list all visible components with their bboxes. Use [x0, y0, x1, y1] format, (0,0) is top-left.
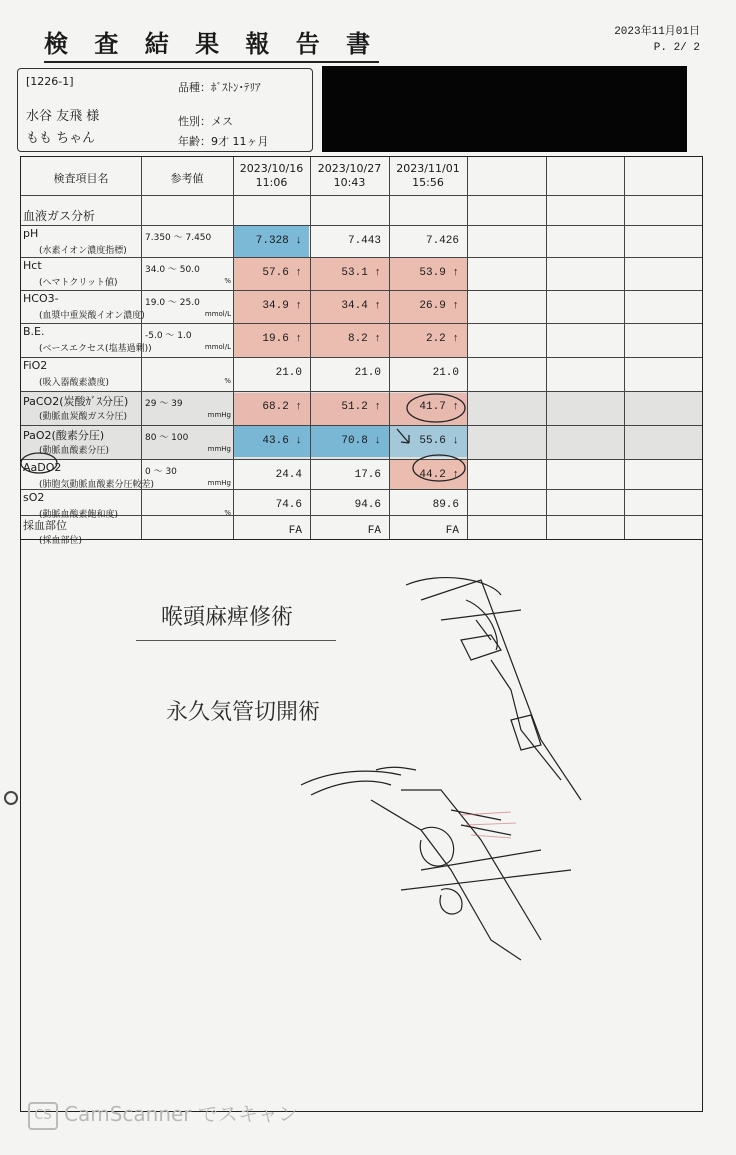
row-subname: (血漿中重炭酸イオン濃度) — [39, 311, 145, 321]
result-value: 68.2 ↑ — [262, 401, 302, 413]
row-subname: (水素イオン濃度指標) — [39, 246, 127, 256]
row-unit: % — [224, 509, 231, 517]
redacted-block — [322, 66, 687, 152]
notes-area — [20, 540, 703, 1112]
header-date-2: 2023/10/27 — [317, 162, 382, 175]
result-value: FA — [445, 525, 459, 537]
result-value: 24.4 — [275, 469, 302, 481]
result-value: 7.426 — [425, 235, 459, 247]
header-time-3: 15:56 — [412, 176, 444, 189]
watermark-text: CamScanner でスキャン — [64, 1102, 298, 1126]
row-name: 採血部位 — [23, 519, 67, 532]
row-name: PaCO2(炭酸ｶﾞｽ分圧) — [23, 395, 129, 408]
result-value: 26.9 ↑ — [419, 300, 459, 312]
result-value: 17.6 — [354, 469, 381, 481]
row-subname: (吸入器酸素濃度) — [39, 378, 110, 388]
handwritten-marks — [21, 157, 704, 541]
camscanner-logo-icon: CS — [28, 1102, 58, 1130]
row-reference: 19.0 ～ 25.0 — [145, 298, 200, 308]
report-title: 検 査 結 果 報 告 書 — [44, 24, 379, 63]
report-date: 2023年11月01日 — [614, 26, 700, 38]
row-unit: mmHg — [207, 479, 231, 487]
header-reference: 参考値 — [170, 172, 204, 185]
result-value: 21.0 — [275, 367, 302, 379]
header-date-3: 2023/11/01 — [396, 162, 460, 175]
results-table — [20, 156, 703, 546]
result-value: 53.1 ↑ — [341, 267, 381, 279]
row-subname: (肺胞気動脈血酸素分圧較差) — [39, 480, 155, 490]
header-time-1: 11:06 — [255, 176, 288, 189]
sex: 性別：メス — [178, 115, 233, 128]
result-value: 51.2 ↑ — [341, 401, 381, 413]
row-unit: % — [224, 277, 231, 285]
header-date-1: 2023/10/16 — [239, 162, 304, 175]
row-reference: 7.350 ～ 7.450 — [145, 233, 212, 243]
result-value: 8.2 ↑ — [347, 333, 381, 345]
row-subname: (動脈血炭酸ガス分圧) — [39, 412, 128, 422]
row-unit: mmHg — [207, 445, 231, 453]
result-value: FA — [367, 525, 381, 537]
row-name: AaDO2 — [23, 461, 62, 474]
result-value: 53.9 ↑ — [419, 267, 459, 279]
row-name: PaO2(酸素分圧) — [23, 429, 105, 442]
row-reference: -5.0 ～ 1.0 — [145, 331, 192, 341]
header-item: 検査項目名 — [53, 172, 109, 185]
note-line-2: 永久気管切開術 — [166, 700, 321, 725]
row-reference: 29 ～ 39 — [145, 399, 183, 409]
row-unit: mmHg — [207, 411, 231, 419]
row-name: B.E. — [23, 325, 45, 338]
result-value: 70.8 ↓ — [341, 435, 381, 447]
row-name: Hct — [23, 259, 42, 272]
result-value: 21.0 — [354, 367, 381, 379]
result-value: 34.4 ↑ — [341, 300, 381, 312]
row-reference: 80 ～ 100 — [145, 433, 189, 443]
row-subname: (ベースエクセス(塩基過剰)) — [39, 344, 152, 354]
patient-id: [1226-1] — [26, 75, 74, 88]
pet-name: もも ちゃん — [26, 131, 96, 146]
result-value: 7.443 — [347, 235, 381, 247]
row-subname: (動脈血酸素分圧) — [39, 446, 110, 456]
row-reference: 34.0 ～ 50.0 — [145, 265, 200, 275]
row-unit: mmol/L — [204, 343, 231, 351]
result-value: 44.2 ↑ — [419, 469, 459, 481]
row-subname: (採血部位) — [39, 536, 83, 546]
punch-hole — [4, 791, 18, 805]
age: 年齢：9才 11ヶ月 — [178, 135, 269, 148]
result-value: 41.7 ↑ — [419, 401, 459, 413]
row-name: HCO3- — [23, 292, 59, 305]
section-title: 血液ガス分析 — [23, 209, 96, 223]
patient-info-box — [17, 68, 313, 152]
result-value: FA — [288, 525, 302, 537]
row-subname: (ヘマトクリット値) — [39, 278, 118, 288]
row-name: FiO2 — [23, 359, 48, 372]
breed: 品種：ﾎﾞｽﾄﾝ･ﾃﾘｱ — [178, 81, 261, 94]
result-value: 57.6 ↑ — [262, 267, 302, 279]
result-value: 74.6 — [275, 499, 302, 511]
page-number: P. 2/ 2 — [653, 42, 700, 54]
row-name: sO2 — [23, 491, 45, 504]
owner-name: 水谷 友飛 様 — [26, 109, 100, 124]
report-date-block — [614, 24, 700, 56]
result-value: 43.6 ↓ — [262, 435, 302, 447]
result-value: 2.2 ↑ — [425, 333, 459, 345]
result-value: 55.6 ↓ — [419, 435, 459, 447]
camscanner-watermark — [28, 1098, 298, 1130]
result-value: 89.6 — [432, 499, 459, 511]
header-time-2: 10:43 — [333, 176, 366, 189]
result-value: 7.328 ↓ — [255, 235, 302, 247]
row-unit: mmol/L — [204, 310, 231, 318]
note-line-1: 喉頭麻痺修術 — [161, 605, 294, 630]
row-subname: (動脈血酸素飽和度) — [39, 510, 119, 520]
result-value: 21.0 — [432, 367, 459, 379]
row-reference: 0 ～ 30 — [145, 467, 177, 477]
result-value: 94.6 — [354, 499, 381, 511]
result-value: 34.9 ↑ — [262, 300, 302, 312]
row-unit: % — [224, 377, 231, 385]
result-value: 19.6 ↑ — [262, 333, 302, 345]
surgery-sketch — [21, 540, 704, 1112]
row-name: pH — [23, 227, 39, 240]
